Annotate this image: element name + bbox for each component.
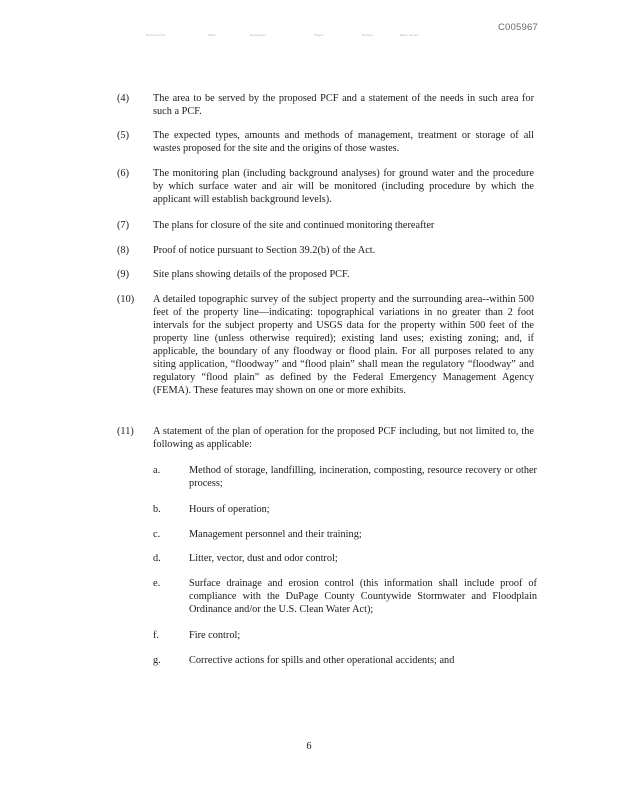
sub-item-text: Corrective actions for spills and other operational accidents; and	[189, 655, 455, 666]
item-number: (10)	[117, 294, 135, 305]
sub-item-letter: b.	[153, 504, 161, 515]
item-text: The expected types, amounts and methods of management, treatment or storage of all wastes proposed for the site and the origins of those wastes.	[153, 130, 534, 154]
header-faint-marks	[0, 33, 618, 43]
item-text: Proof of notice pursuant to Section 39.2(b) of the Act.	[153, 245, 376, 256]
sub-item-text: Fire control;	[189, 630, 241, 641]
sub-item-letter: a.	[153, 465, 161, 476]
sub-item-text: Method of storage, landfilling, incineration, composting, resource recovery or other process;	[189, 465, 537, 489]
item-text: The monitoring plan (including background analyses) for ground water and the procedure by which surface water and air will be monitored (including procedure by which the applicant will establish background levels).	[153, 168, 534, 205]
item-text: A statement of the plan of operation for the proposed PCF including, but not limited to, the following as applicable:	[153, 426, 534, 450]
item-number: (9)	[117, 269, 130, 280]
item-number: (11)	[117, 426, 134, 437]
page-number: 6	[306, 741, 312, 752]
item-number: (4)	[117, 93, 130, 104]
sub-item-letter: e.	[153, 578, 161, 589]
item-text: The area to be served by the proposed PCF and a statement of the needs in such area for such a PCF.	[153, 93, 534, 117]
item-text: A detailed topographic survey of the subject property and the surrounding area--within 500 feet of the property line—indicating: topographical variations in no greater than 2 foot intervals for the subject property and USGS data for the property within 500 feet of the property line (unless otherwise required); existing land uses; existing zoning; and, if applicable, the boundary of any floodway or flood plain. For all purposes related to any siting application, “floodway” and “flood plain” shall mean the regulatory “floodway” and regulatory “flood plain” as defined by the Federal Emergency Management Agency (FEMA). These features may shown on one or more exhibits.	[153, 294, 534, 396]
item-number: (8)	[117, 245, 130, 256]
document-id: C005967	[498, 22, 538, 33]
sub-item-letter: f.	[153, 630, 160, 641]
item-number: (7)	[117, 220, 130, 231]
sub-item-text: Litter, vector, dust and odor control;	[189, 553, 338, 564]
item-number: (5)	[117, 130, 130, 141]
sub-item-text: Surface drainage and erosion control (this information shall include proof of compliance with the DuPage County Countywide Stormwater and Floodplain Ordinance and/or the U.S. Clean Water Act);	[189, 578, 537, 615]
sub-item-letter: c.	[153, 529, 161, 540]
faint-mark: Date / Version	[400, 33, 419, 37]
faint-mark: Document title	[146, 33, 166, 37]
sub-item-letter: g.	[153, 655, 161, 666]
sub-item-text: Management personnel and their training;	[189, 529, 362, 540]
sub-item-text: Hours of operation;	[189, 504, 270, 515]
faint-mark: Project	[314, 33, 324, 37]
sub-item-letter: d.	[153, 553, 161, 564]
faint-mark: Revision	[362, 33, 374, 37]
item-text: Site plans showing details of the proposed PCF.	[153, 269, 350, 280]
faint-mark: Department	[250, 33, 266, 37]
item-number: (6)	[117, 168, 130, 179]
faint-mark: Office	[208, 33, 216, 37]
item-text: The plans for closure of the site and continued monitoring thereafter	[153, 220, 435, 231]
